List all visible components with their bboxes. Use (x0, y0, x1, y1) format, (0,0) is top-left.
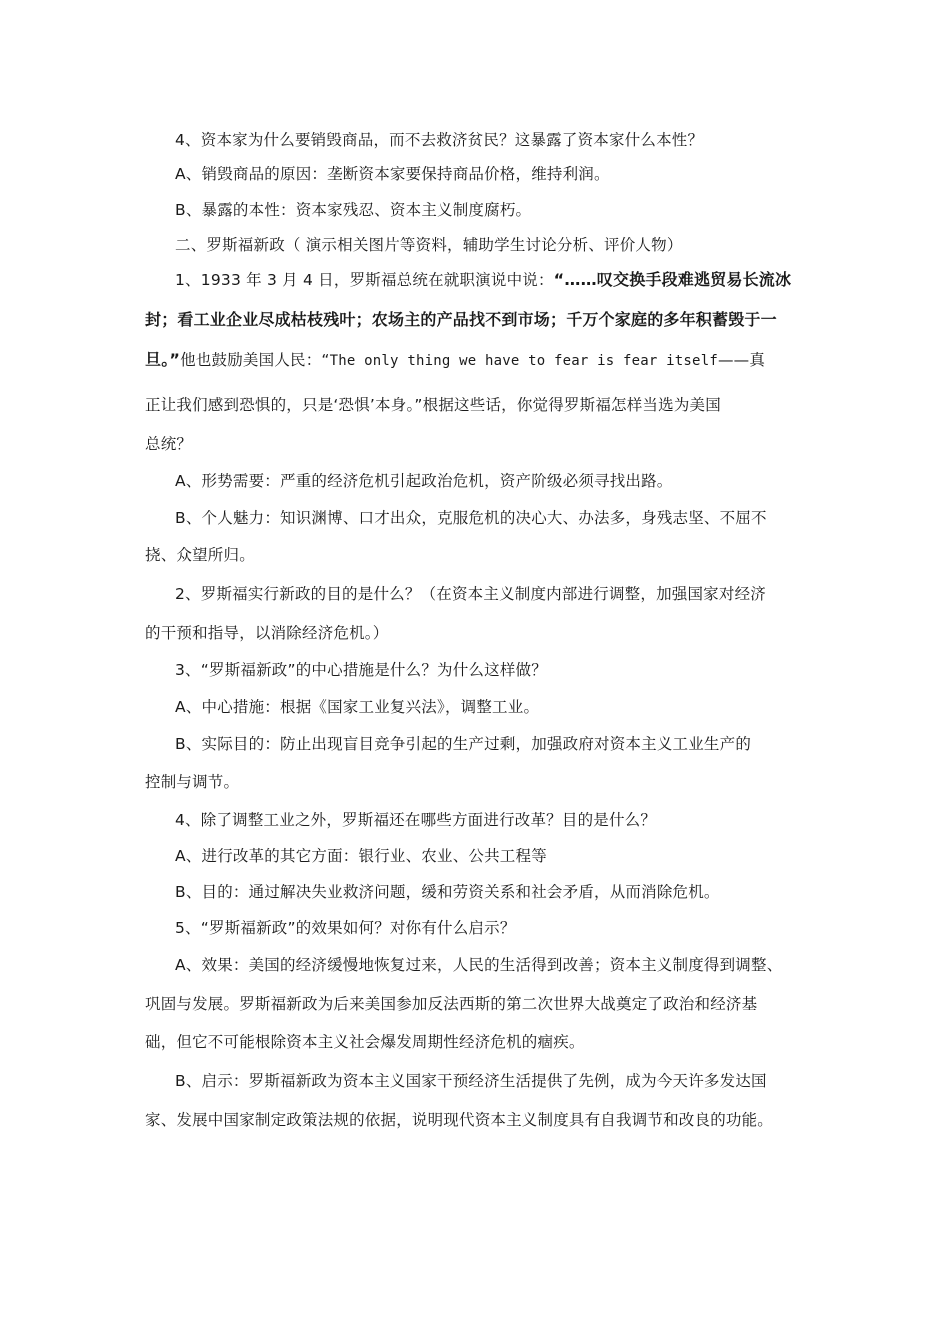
dash-zhen: ——真 (717, 351, 766, 369)
answer-a-effect-cont-2: 础，但它不可能根除资本主义社会爆发周期性经济危机的痼疾。 (145, 1033, 585, 1051)
question-2-purpose-cont: 的干预和指导，以消除经济危机。） (145, 624, 389, 642)
answer-a-reason: A、销毁商品的原因：垄断资本家要保持商品价格，维持利润。 (175, 165, 610, 183)
inaugural-quote-start: “……叹交换手段难逃贸易长流冰 (553, 270, 792, 289)
answer-a-central-measure: A、中心措施：根据《国家工业复兴法》，调整工业。 (175, 698, 540, 716)
answer-b-actual-purpose-cont: 控制与调节。 (145, 773, 240, 791)
section-heading-new-deal: 二、罗斯福新政（ 演示相关图片等资料，辅助学生讨论分析、评价人物） (175, 236, 683, 254)
english-quote: The only thing we have to fear is fear itself (329, 353, 718, 369)
question-1-line-3 (145, 350, 765, 371)
answer-a-situation: A、形势需要：严重的经济危机引起政治危机，资产阶级必须寻找出路。 (175, 472, 673, 490)
answer-b-nature: B、暴露的本性：资本家残忍、资本主义制度腐朽。 (175, 201, 532, 219)
question-1-line-4: 正让我们感到恐惧的，只是‘恐惧’本身。”根据这些话，你觉得罗斯福怎样当选为美国 (145, 396, 721, 414)
answer-a-other-reforms: A、进行改革的其它方面：银行业、农业、公共工程等 (175, 847, 547, 865)
question-1-line-5: 总统？ (145, 435, 193, 453)
answer-b-charisma-cont: 挠、众望所归。 (145, 546, 255, 564)
answer-b-charisma: B、个人魅力：知识渊博、口才出众，克服危机的决心大、办法多，身残志坚、不屈不 (175, 509, 767, 527)
inaugural-quote-end: 旦。” (145, 350, 181, 369)
question-5-effect: 5、“罗斯福新政”的效果如何？对你有什么启示？ (175, 919, 516, 937)
answer-b-actual-purpose: B、实际目的：防止出现盲目竞争引起的生产过剩，加强政府对资本主义工业生产的 (175, 735, 752, 753)
inaugural-quote-middle: 封；看工业企业尽成枯枝残叶；农场主的产品找不到市场；千万个家庭的多年积蓄毁于一 (145, 310, 777, 329)
question-4-other-reforms: 4、除了调整工业之外，罗斯福还在哪些方面进行改革？目的是什么？ (175, 811, 657, 829)
answer-b-inspiration-cont: 家、发展中国家制定政策法规的依据，说明现代资本主义制度具有自我调节和改良的功能。 (145, 1111, 774, 1129)
question-4-destroy-goods: 4、资本家为什么要销毁商品，而不去救济贫民？这暴露了资本家什么本性？ (175, 131, 704, 149)
encourage-text: 他也鼓励美国人民：“ (180, 351, 330, 369)
question-3-central-measure: 3、“罗斯福新政”的中心措施是什么？为什么这样做？ (175, 661, 547, 679)
answer-a-effect-cont-1: 巩固与发展。罗斯福新政为后来美国参加反法西斯的第二次世界大战奠定了政治和经济基 (145, 995, 758, 1013)
question-1-line-1 (175, 270, 791, 290)
answer-a-effect: A、效果：美国的经济缓慢地恢复过来，人民的生活得到改善；资本主义制度得到调整、 (175, 956, 783, 974)
answer-b-reform-purpose: B、目的：通过解决失业救济问题，缓和劳资关系和社会矛盾，从而消除危机。 (175, 883, 720, 901)
question-1-intro: 1、1933 年 3 月 4 日，罗斯福总统在就职演说中说： (175, 271, 554, 289)
answer-b-inspiration: B、启示：罗斯福新政为资本主义国家干预经济生活提供了先例，成为今天许多发达国 (175, 1072, 767, 1090)
question-2-purpose: 2、罗斯福实行新政的目的是什么？（在资本主义制度内部进行调整，加强国家对经济 (175, 585, 766, 603)
